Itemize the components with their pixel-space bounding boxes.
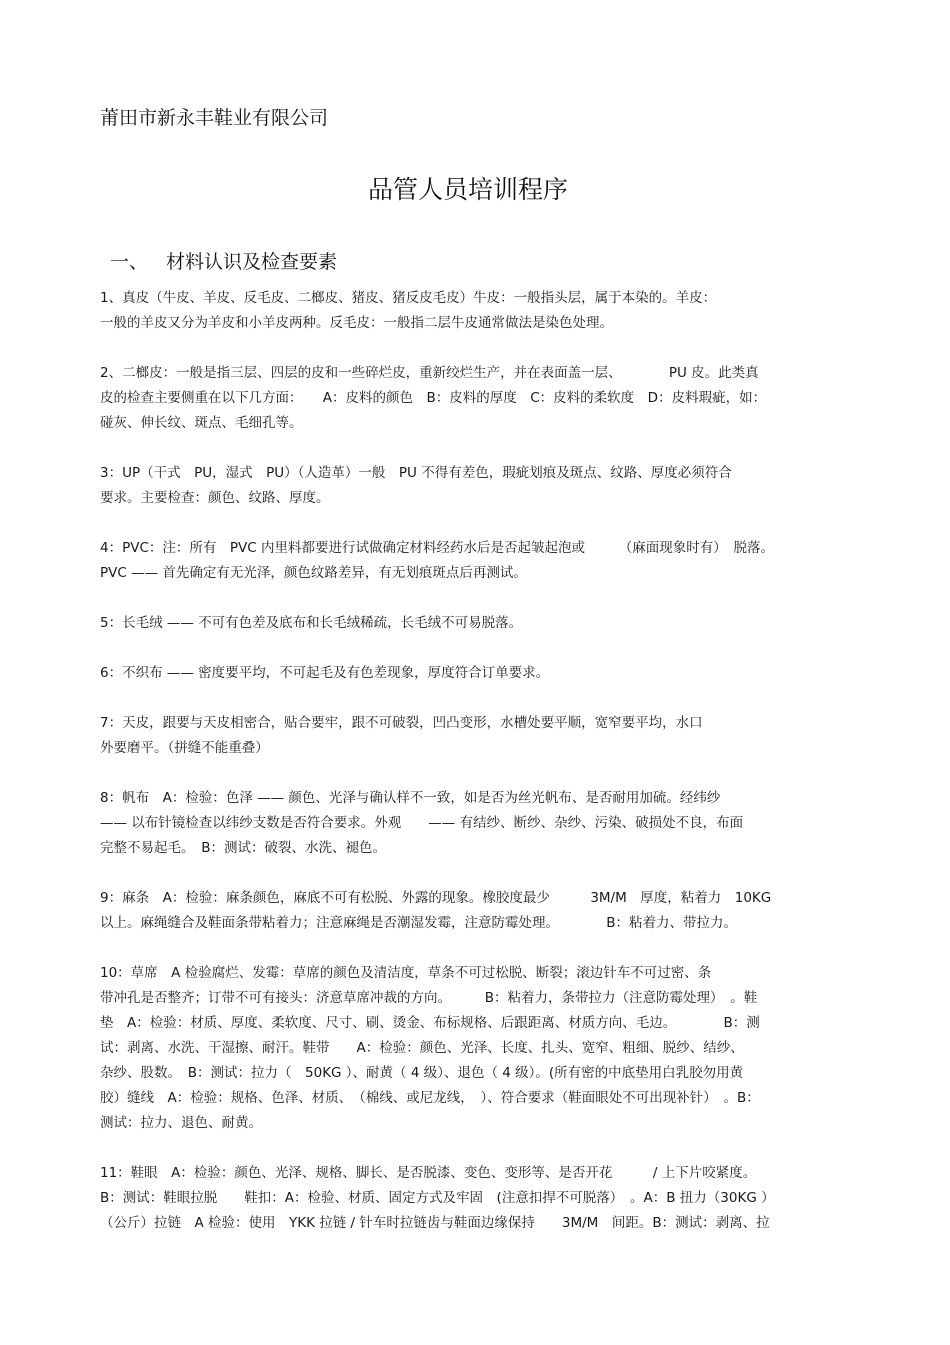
paragraph-7	[100, 711, 860, 761]
text-line: 9：麻条 A：检验：麻条颜色，麻底不可有松脱、外露的现象。橡胶度最少 3M/M 厚度，粘着力 10KG	[100, 890, 772, 906]
text-line: 胶）缝线 A：检验：规格、色泽、材质、 （棉线、或尼龙线， ）、符合要求（鞋面眼处不可出现补针） 。B：	[100, 1090, 760, 1106]
text-line: （公斤）拉链 A 检验：使用 YKK 拉链 / 针车时拉链齿与鞋面边缘保持 3M/M 间距。B：测试：剥离、拉	[100, 1215, 770, 1231]
paragraph-11	[100, 1161, 860, 1236]
text-line: 7：天皮，跟要与天皮相密合，贴合要牢，跟不可破裂，凹凸变形，水槽处要平顺，宽窄要平均，水口	[100, 715, 703, 731]
paragraph-2	[100, 361, 860, 436]
paragraph-6	[100, 661, 860, 686]
text-line: 杂纱、股数。 B：测试：拉力（ 50KG ）、耐黄（ 4 级）、退色（ 4 级）。(所有密的中底垫用白乳胶勿用黄	[100, 1065, 744, 1081]
section-number: 一、	[110, 251, 149, 273]
text-line: 碰灰、伸长纹、斑点、毛细孔等。	[100, 415, 303, 431]
text-line: 外要磨平。（拼缝不能重叠）	[100, 740, 269, 756]
paragraph-9	[100, 886, 860, 936]
text-line: B：测试：鞋眼拉脱 鞋扣：A：检验、材质、固定方式及牢固 (注意扣捍不可脱落） 。A：B 扭力（30KG ）	[100, 1190, 775, 1206]
paragraph-10	[100, 961, 860, 1136]
document-title: 品管人员培训程序	[367, 175, 568, 204]
text-line: 试：剥离、水洗、干湿擦、耐汗。鞋带 A：检验：颜色、光泽、长度、扎头、宽窄、粗细、脱纱、结纱、	[100, 1040, 744, 1056]
text-line: PVC —— 首先确定有无光泽，颜色纹路差异，有无划痕斑点后再测试。	[100, 565, 527, 581]
text-line: 皮的检查主要侧重在以下几方面： A：皮料的颜色 B：皮料的厚度 C：皮料的柔软度 D：皮料瑕疵，如：	[100, 390, 767, 406]
text-line: 一般的羊皮又分为羊皮和小羊皮两种。反毛皮：一般指二层牛皮通常做法是染色处理。	[100, 315, 613, 331]
text-line: 垫 A：检验：材质、厚度、柔软度、尺寸、刷、烫金、布标规格、后跟距离、材质方向、毛边。 B：测	[100, 1015, 760, 1031]
text-line: 4：PVC：注：所有 PVC 内里料都要进行试做确定材料经药水后是否起皱起泡或 （麻面现象时有） 脱落。	[100, 540, 774, 556]
paragraph-8	[100, 786, 860, 861]
text-line: —— 以布针镜检查以纬纱支数是否符合要求。外观 —— 有结纱、断纱、杂纱、污染、破损处不良，布面	[100, 815, 744, 831]
paragraph-3	[100, 461, 860, 511]
text-line: 以上。麻绳缝合及鞋面条带粘着力；注意麻绳是否潮湿发霉，注意防霉处理。 B：粘着力、带拉力。	[100, 915, 738, 931]
text-line: 10：草席 A 检验腐烂、发霉：草席的颜色及清洁度，草条不可过松脱、断裂；滚边针车不可过密、条	[100, 965, 712, 981]
section-title: 材料认识及检查要素	[166, 251, 338, 273]
text-line: 3：UP（干式 PU，湿式 PU）（人造革）一般 PU 不得有差色，瑕疵划痕及斑点、纹路、厚度必须符合	[100, 465, 732, 481]
document-body	[100, 286, 860, 1261]
text-line: 5：长毛绒 —— 不可有色差及底布和长毛绒稀疏，长毛绒不可易脱落。	[100, 615, 523, 631]
text-line: 8：帆布 A：检验：色泽 —— 颜色、光泽与确认样不一致，如是否为丝光帆布、是否耐用加硫。经纬纱	[100, 790, 721, 806]
paragraph-5	[100, 611, 860, 636]
text-line: 测试：拉力、退色、耐黄。	[100, 1115, 262, 1131]
text-line: 带冲孔是否整齐；订带不可有接头：济意草席冲裁的方向。 B：粘着力，条带拉力（注意防霉处理） 。鞋	[100, 990, 758, 1006]
text-line: 11：鞋眼 A：检验：颜色、光泽、规格、脚长、是否脱漆、变色、变形等、是否开花 / 上下片咬紧度。	[100, 1165, 757, 1181]
text-line: 1、真皮（牛皮、羊皮、反毛皮、二榔皮、猪皮、猪反皮毛皮）牛皮：一般指头层，属于本染的。羊皮：	[100, 290, 717, 306]
text-line: 2、二榔皮：一般是指三层、四层的皮和一些碎烂皮，重新绞烂生产，并在表面盖一层、 PU 皮。此类真	[100, 365, 759, 381]
paragraph-4	[100, 536, 860, 586]
text-line: 6：不织布 —— 密度要平均，不可起毛及有色差现象，厚度符合订单要求。	[100, 665, 550, 681]
text-line: 要求。主要检查：颜色、纹路、厚度。	[100, 490, 330, 506]
paragraph-1	[100, 286, 860, 336]
section-heading	[110, 248, 337, 276]
company-name: 莆田市新永丰鞋业有限公司	[100, 107, 329, 129]
text-line: 完整不易起毛。 B：测试：破裂、水洗、褪色。	[100, 840, 387, 856]
